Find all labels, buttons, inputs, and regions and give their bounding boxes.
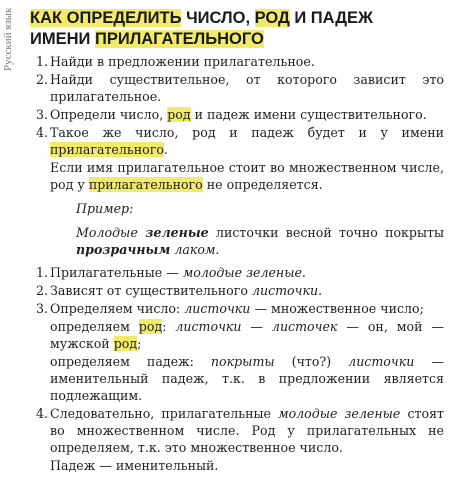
side-label: Русский язык bbox=[2, 8, 14, 72]
step-item: 1. Прилагательные — молодые зеленые. bbox=[36, 265, 306, 280]
step-item: 4. Следовательно, прилагательные молодые зеленые стоят во множественном числе. Род у прилагательных не определяем, т.к. это множественное число. bbox=[36, 406, 444, 455]
rules-list bbox=[24, 53, 444, 158]
rule-item: 4. Такое же число, род и падеж будет и у имени прилагательного. bbox=[36, 125, 444, 157]
steps-list bbox=[24, 264, 444, 317]
step-4-case: Падеж — именительный. bbox=[50, 458, 219, 473]
steps-list-2 bbox=[24, 405, 444, 456]
rule-item: 2. Найди существительное, от которого зависит это прилагательное. bbox=[36, 72, 444, 104]
page-content bbox=[24, 8, 444, 475]
title-part-2: И ПАДЕЖ bbox=[289, 9, 373, 27]
rule-item: 1. Найди в предложении прилагательное. bbox=[36, 54, 315, 69]
example-sentence: Молодые зеленые листочки весной точно покрыты прозрачным лаком. bbox=[76, 225, 444, 257]
step-item: 3. Определяем число: листочки — множественное число; bbox=[36, 301, 424, 316]
rule-note: Если имя прилагательное стоит во множественном числе, род у прилагательного не определяется. bbox=[50, 160, 444, 192]
step-3-gender: определяем род: листочки — листочек — он, мой — мужской род; bbox=[50, 319, 444, 351]
title-highlight-1: КАК ОПРЕДЕЛИТЬ bbox=[30, 9, 182, 27]
rule-item: 3. Определи число, род и падеж имени существительного. bbox=[36, 107, 427, 122]
title-part-3: ИМЕНИ bbox=[30, 30, 95, 48]
step-3-case: определяем падеж: покрыты (что?) листочки — именительный падеж, т.к. в предложении является подлежащим. bbox=[50, 354, 444, 403]
title-highlight-3: ПРИЛАГАТЕЛЬНОГО bbox=[94, 30, 264, 48]
title-part-1: ЧИСЛО, bbox=[181, 9, 255, 27]
example-label: Пример: bbox=[76, 201, 134, 216]
step-item: 2. Зависят от существительного листочки. bbox=[36, 283, 323, 298]
page-title bbox=[30, 8, 444, 50]
title-highlight-2: РОД bbox=[254, 9, 290, 27]
